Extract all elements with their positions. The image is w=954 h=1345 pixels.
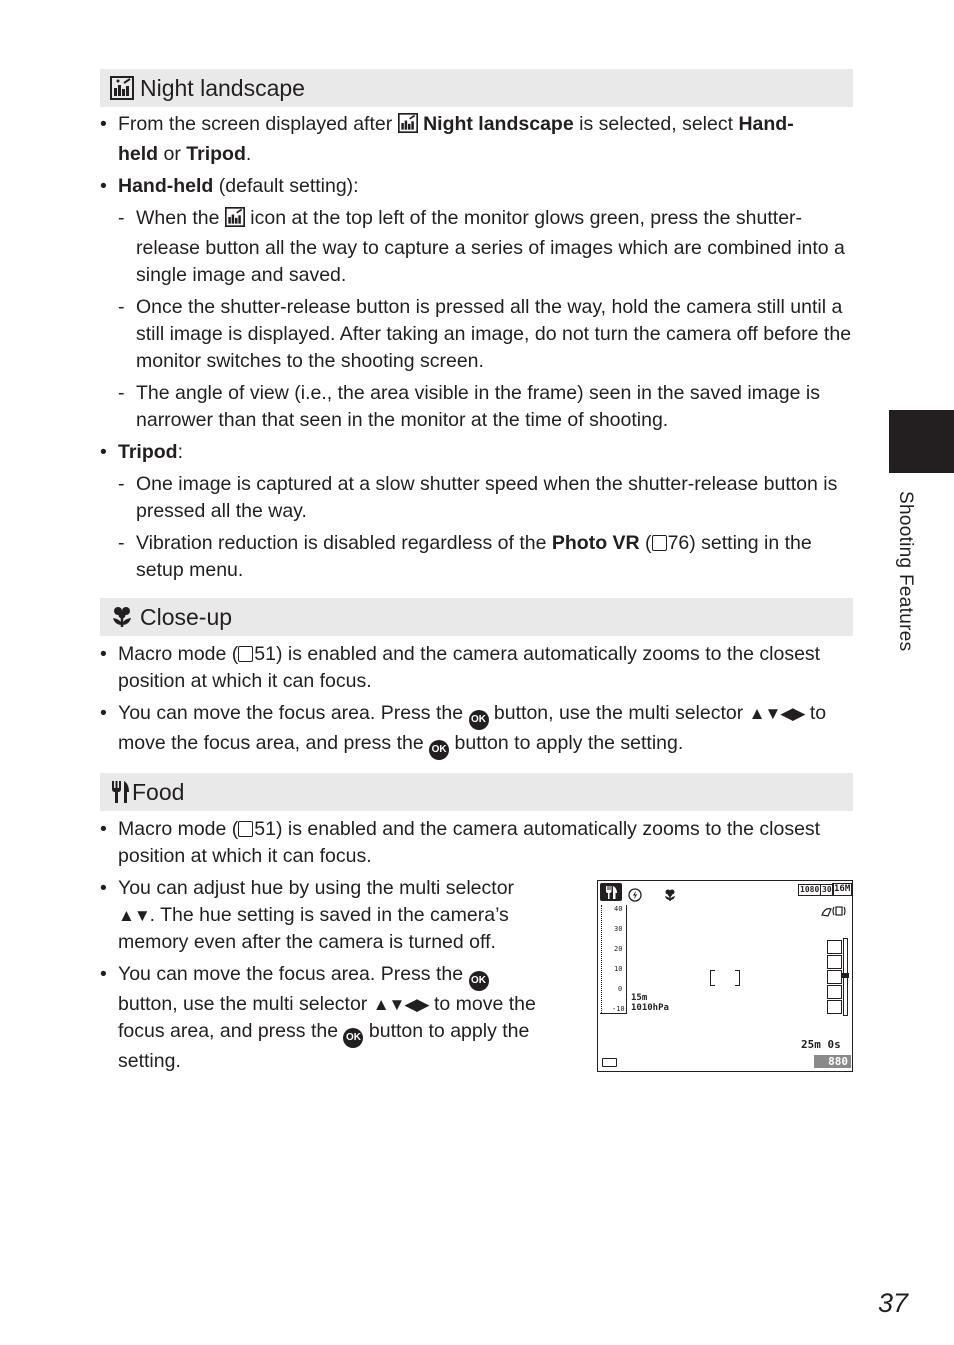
list-item: • Macro mode ( 51) is enabled and the camera automatically zooms to the closest position at which it can focus. [100, 641, 852, 695]
night-landscape-icon [110, 76, 134, 100]
list-item: • Tripod: [100, 439, 852, 466]
section-title: Close-up [140, 603, 233, 630]
up-down-arrows-icon: ▲▼ [118, 906, 150, 925]
focus-area-brackets [710, 970, 740, 984]
depth-readout: 15m [631, 993, 648, 1003]
food-body-top [100, 816, 852, 875]
depth-tick-label: 20 [614, 945, 623, 953]
depth-tick-label: 0 [618, 985, 623, 993]
night-landscape-icon [225, 207, 245, 235]
ok-button-icon: OK [469, 971, 489, 991]
ok-button-icon: OK [469, 710, 489, 730]
ok-button-icon: OK [429, 740, 449, 760]
image-size-icon: 16M [834, 884, 851, 894]
multi-selector-arrows-icon: ▲▼◀▶ [748, 704, 805, 723]
pressure-readout: 1010hPa [631, 1003, 669, 1013]
multi-selector-arrows-icon: ▲▼◀▶ [372, 995, 429, 1014]
night-landscape-body [100, 111, 852, 589]
flash-off-icon [628, 884, 642, 907]
section-header-food [100, 773, 853, 811]
shots-remaining: 880 [814, 1055, 851, 1068]
section-header-night-landscape [100, 69, 853, 107]
chapter-tab [889, 410, 954, 473]
sub-list-item: - Vibration reduction is disabled regardless of the Photo VR ( 76) setting in the setup menu. [100, 530, 852, 584]
movie-mode-icon: 1080 [800, 885, 820, 894]
sub-list-item: - When the icon at the top left of the monitor glows green, press the shutter-release button all the way to capture a series of images which are combined into a single image and saved. [100, 205, 852, 289]
depth-tick-label: -10 [612, 1005, 625, 1013]
list-item: • You can move the focus area. Press the OK button, use the multi selector ▲▼◀▶ to move the focus area, and press the OK button to apply the setting. [100, 961, 552, 1075]
depth-tick-label: 10 [614, 965, 623, 973]
book-reference-icon [652, 535, 667, 551]
battery-icon [602, 1058, 617, 1067]
section-title: Food [132, 778, 185, 805]
list-item: • Hand-held (default setting): [100, 173, 852, 200]
list-item: • You can adjust hue by using the multi selector ▲▼. The hue setting is saved in the camera’s memory even after the camera is turned off. [100, 875, 552, 956]
fork-knife-icon [110, 780, 130, 804]
night-landscape-icon [398, 113, 418, 141]
camera-monitor-illustration [597, 880, 853, 1072]
frame-rate-icon: 30 [822, 885, 832, 894]
hue-slider [827, 938, 851, 1016]
food-mode-icon [600, 883, 622, 901]
close-up-body [100, 641, 852, 765]
food-body-bottom [100, 875, 552, 1080]
book-reference-icon [238, 821, 253, 837]
movie-time-remaining: 25m 0s [801, 1038, 841, 1051]
flower-icon [110, 605, 134, 629]
ok-button-icon: OK [343, 1028, 363, 1048]
book-reference-icon [238, 646, 253, 662]
list-item: • Macro mode ( 51) is enabled and the camera automatically zooms to the closest position at which it can focus. [100, 816, 852, 870]
list-item: • From the screen displayed after Night landscape is selected, select Hand- held or Tripod. [100, 111, 852, 168]
depth-tick-label: 40 [614, 905, 623, 913]
depth-gauge [600, 905, 627, 1014]
sub-list-item: - The angle of view (i.e., the area visible in the frame) seen in the saved image is narrower than that seen in the monitor at the time of shooting. [100, 380, 852, 434]
page-number: 37 [878, 1288, 909, 1318]
macro-icon [663, 884, 677, 907]
vr-icon [820, 900, 848, 923]
list-item: • You can move the focus area. Press the OK button, use the multi selector ▲▼◀▶ to move the focus area, and press the OK button to apply the setting. [100, 700, 852, 760]
section-title: Night landscape [140, 74, 305, 101]
sub-list-item: - One image is captured at a slow shutter speed when the shutter-release button is pressed all the way. [100, 471, 852, 525]
depth-tick-label: 30 [614, 925, 623, 933]
section-header-close-up [100, 598, 853, 636]
sub-list-item: - Once the shutter-release button is pressed all the way, hold the camera still until a still image is displayed. After taking an image, do not turn the camera off before the monitor switches to the shooting screen. [100, 294, 852, 375]
chapter-label: Shooting Features [895, 491, 916, 652]
